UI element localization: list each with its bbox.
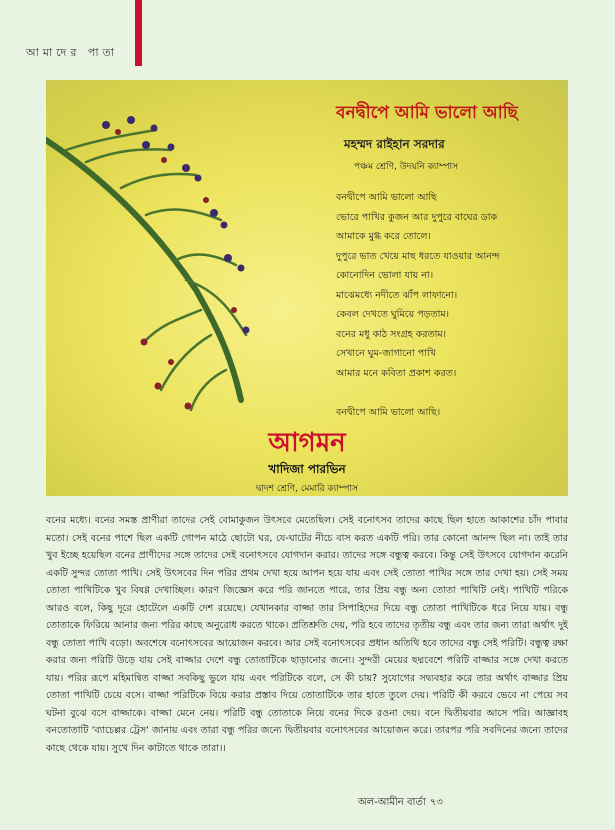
poem-title: বনদ্বীপে আমি ভালো আছি bbox=[336, 103, 518, 123]
story-author: খাদিজা পারভিন bbox=[268, 462, 346, 476]
story-author-class: দ্বাদশ শ্রেণি, মেমারি ক্যাম্পাস bbox=[256, 484, 358, 494]
page-footer bbox=[358, 795, 443, 812]
poem-line: বনদ্বীপে আমি ভালো আছি। bbox=[336, 406, 441, 418]
page-number: ৭৩ bbox=[429, 797, 443, 808]
poem-line: মাঝেমধ্যে নদীতে ঝাঁপ লাফানো। bbox=[336, 289, 458, 301]
poem-line bbox=[336, 383, 561, 403]
section-label: আমাদের পাতা bbox=[26, 46, 118, 59]
poem-author: মহম্মদ রাইহান সরদার bbox=[344, 137, 445, 151]
story-body: বনের মধ্যে। বনের সমস্ত প্রাণীরা তাদের সেই বোমাকুজন উৎসবে মেতেছিল। সেই বনোৎসব তাদের কাছে ছিল হাতে আকাশের চাঁদ পাবার মতো। সেই বনের পাশে ছিল একটি গোপন মাঠে ছোটো ঘর, যে-ঘাটের নীচে বাস করত একটি পরি। তার কোনো আনন্দ ছিল না। তাই তার খুব ইচ্ছে হয়েছিল বনের প্রাণীদের সঙ্গে তাদের সেই বনোৎসবে যোগদান করার। তাদের সঙ্গে বন্ধুত্ব করবে। কিন্তু সেই উৎসবে যোগদান করেনি একটি সুন্দর তোতা পাখি। সেই উৎসবের দিন পরির প্রথম দেখা হয়ে আপন হয়ে যায় এবং সেই তোতা পাখির সঙ্গে তার দেখা হয়। সেই সময় তোতা পাখিটিকে খুব বিষণ্ণ দেখাচ্ছিল। কারণ জিজ্ঞেস করে পরি জানতে পারে, তার প্রিয় বন্ধু অন্য তোতা পাখিটি নেই। পাখিটি পরিকে আরও বলে, কিছু দূরে হোটেলে একটি দেশ রয়েছে। যেখানকার বাজ্জা তার সিপাহিদের দিয়ে বন্ধু তোতা পাখিটিকে ধরে নিয়ে যায়। বন্ধু তোতাকে ফিরিয়ে আনার জন্য পরির কাছে অনুরোধ করতে থাকে। প্রতিশ্রুতি দেয়, পরি হবে তাদের তৃতীয় বন্ধু এবং তার জন্য তারা অর্থাৎ দুই বন্ধু তোতা পাখি বড়ো। অবশেষে বনোৎসবের আয়োজন করবে। আর সেই বনোৎসবের প্রধান অতিথি হবে তাদের বন্ধু সেই পরিটি। বন্ধুত্ব রক্ষা করার জন্য পরিটি উড়ে যায় সেই বাজ্জার দেশে বন্ধু তোতাটিকে ছাড়ানোর জন্যে। সুন্দরী মেয়ের ছদ্মবেশে পরিটি বাজ্জার সঙ্গে দেখা করতে যায়। পরির রূপে মহিমান্বিত বাজ্জা সবকিছু ভুলে যায় এবং পরিটিকে বলে, সে কী চায়? সুযোগের সদ্ব্যবহার করে তার অর্থাৎ বাজ্জার প্রিয় তোতা পাখিটি চেয়ে বসে। বাজ্জা পরিটিকে বিয়ে করার প্রস্তাব দিয়ে তোতাটিকে তার হাতে তুলে দেয়। পরিটি কী করবে ভেবে না পেয়ে সব ঘটনা বুঝে বসে বাজ্জাকে। বাজ্জা মেনে নেয়। পরিটি বন্ধু তোতাকে নিয়ে বনের দিকে রওনা দেয়। বনে দ্বিতীয়বার আসে পরি। আজ্ঞাবহ বনতোতাটি 'ব্যাচেল্লর ট্রেস' জানায় এবং তারা বন্ধু পরির জন্যে দ্বিতীয়বার বনোৎসবের আয়োজন করে। তারপর পরি সবদিনের জন্যে তাদের কাছে থেকে যায়। সুখে দিন কাটাতে থাকে তারা।। bbox=[46, 515, 568, 754]
poem-line: আমাকে মুগ্ধ করে তোলে। bbox=[336, 231, 431, 242]
story-title: আগমন bbox=[268, 428, 346, 458]
poem-line: বনের মধু কাঠ সংগ্রহ করতাম। bbox=[336, 328, 447, 340]
poem-block bbox=[336, 100, 561, 422]
poem-line: সেখানে ঘুম-জাগানো পাখি bbox=[336, 348, 436, 359]
poem-author-class: পঞ্চম শ্রেণি, উদয়নি ক্যাম্পাস bbox=[354, 162, 459, 172]
poem-line: ভোরে পাখির কুজন আর দুপুরে বাঘের ডাক bbox=[336, 211, 498, 223]
header-accent-bar bbox=[135, 0, 142, 66]
illustration-panel bbox=[46, 80, 568, 496]
poem-line: আমার মনে কবিতা প্রকাশ করত। bbox=[336, 367, 457, 379]
publication-name: অল-আমীন বার্তা bbox=[358, 797, 426, 808]
poem-line: বনদ্বীপে আমি ভালো আছি bbox=[336, 192, 437, 203]
poem-line: কোনোদিন ভোলা যায় না। bbox=[336, 270, 434, 281]
poem-line: কেবল দেখতে ঘুমিয়ে পড়তাম। bbox=[336, 309, 450, 320]
flowering-branch-illustration bbox=[46, 80, 286, 420]
poem-line: দুপুরে ভাত খেয়ে মাছ ধরতে যাওয়ার আনন্দ bbox=[336, 250, 500, 262]
